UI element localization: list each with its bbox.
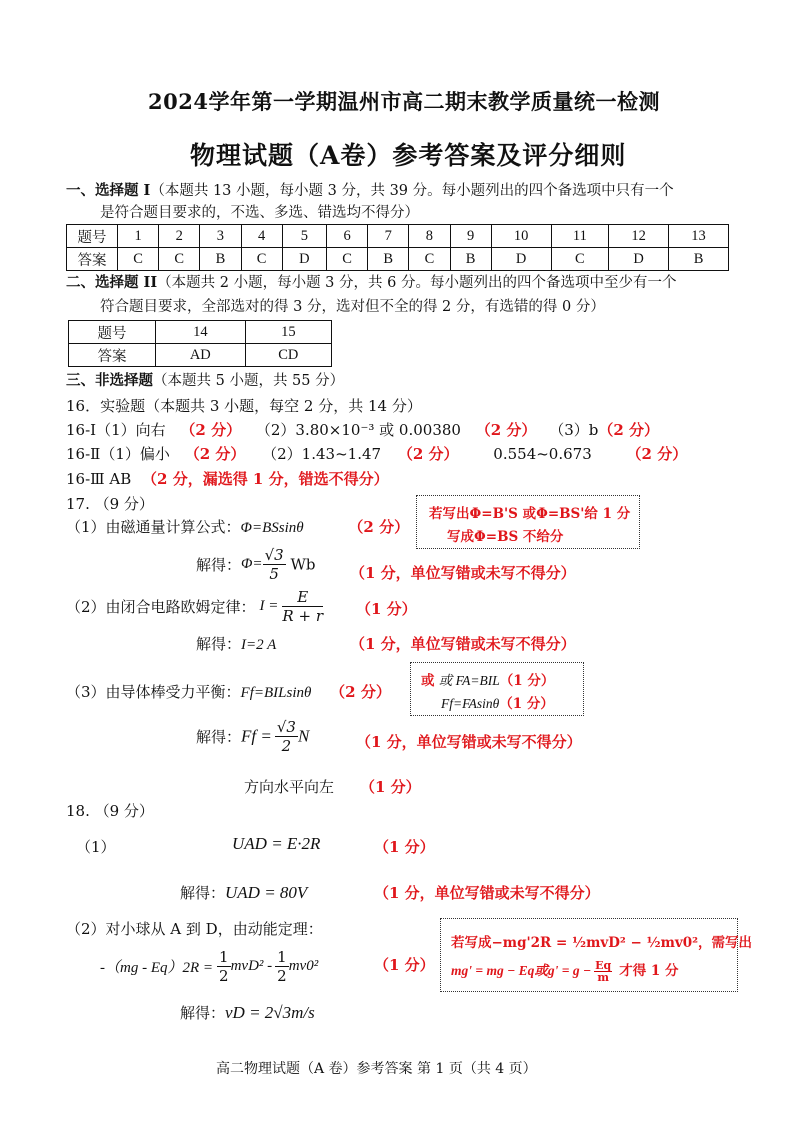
table-cell: 7 bbox=[368, 225, 409, 248]
q17-2-text: （2）由闭合电路欧姆定律： bbox=[66, 598, 256, 616]
velocity-result: vD = 2√3m/s bbox=[225, 1003, 315, 1022]
exam-title: 2024学年第一学期温州市高二期末教学质量统一检测 bbox=[148, 89, 660, 114]
note-formula: mg' = mg − Eq或g' = g − bbox=[451, 963, 592, 978]
q16-part2 bbox=[66, 443, 687, 464]
numerator: Eq bbox=[595, 959, 612, 972]
denominator: R + r bbox=[282, 607, 323, 625]
table-cell: 2 bbox=[159, 225, 200, 248]
section1-rule: （本题共 13 小题，每小题 3 分，共 39 分。每小题列出的四个备选项中只有一个 bbox=[150, 183, 674, 199]
section3-heading: 三、非选择题 bbox=[66, 372, 153, 389]
q17-1-text: （1）由磁通量计算公式： bbox=[66, 518, 241, 536]
section1-instructions bbox=[66, 180, 674, 202]
q18-1-result bbox=[180, 882, 307, 903]
score-label: （2 分） bbox=[598, 421, 660, 439]
mcq2-answer-table bbox=[68, 320, 332, 367]
q16-2-answer-a: 16-Ⅱ（1）偏小 bbox=[66, 445, 170, 463]
table-cell: C bbox=[159, 248, 200, 271]
section2-rule-line2: 符合题目要求，全部选对的得 3 分，选对但不全的得 2 分，有选错的得 0 分） bbox=[100, 299, 605, 315]
table-row bbox=[67, 225, 729, 248]
table-cell: C bbox=[118, 248, 159, 271]
force-formula: 或 FA=BIL bbox=[438, 673, 500, 688]
solve-label: 解得： bbox=[180, 884, 226, 902]
solve-label: 解得： bbox=[196, 635, 242, 653]
table-cell: B bbox=[450, 248, 491, 271]
table-cell: C bbox=[409, 248, 450, 271]
score-label: （2 分） bbox=[348, 518, 410, 536]
q17-3-formula: Ff=BILsinθ bbox=[240, 685, 312, 701]
denominator: 2 bbox=[219, 967, 229, 985]
table-cell: 8 bbox=[409, 225, 450, 248]
table-cell: 3 bbox=[200, 225, 241, 248]
section1-heading: 一、选择题 I bbox=[66, 182, 151, 199]
q17-step3 bbox=[66, 681, 391, 702]
table-cell: B bbox=[368, 248, 409, 271]
score-label: （1 分，单位写错或未写不得分） bbox=[356, 733, 582, 751]
table-cell: C bbox=[551, 248, 609, 271]
score-label: （1 分，单位写错或未写不得分） bbox=[374, 884, 600, 902]
friction-formula: Ff=FAsinθ bbox=[441, 696, 500, 711]
table-cell: 6 bbox=[327, 225, 368, 248]
q18-2-text: （2）对小球从 A 到 D，由动能定理： bbox=[66, 920, 323, 938]
score-label: （2 分，漏选得 1 分，错选不得分） bbox=[142, 470, 389, 488]
q16-1-answer-a: 16-Ⅰ（1）向右 bbox=[66, 421, 166, 439]
q18-heading: 18. （9 分） bbox=[66, 802, 154, 820]
note-line bbox=[441, 692, 554, 712]
denominator: 5 bbox=[269, 565, 279, 583]
formula-v0-term: mv0² bbox=[288, 958, 319, 974]
formula-vd-term: mvD² - bbox=[230, 958, 273, 974]
table-cell: B bbox=[669, 248, 729, 271]
solve-label: 解得： bbox=[196, 728, 242, 746]
table-cell: 15 bbox=[245, 321, 331, 344]
table-cell: D bbox=[491, 248, 551, 271]
friction-symbol: Ff = bbox=[241, 726, 272, 746]
denominator: 2 bbox=[281, 737, 292, 755]
q16-1-answer-b: （2）3.80×10⁻³ 或 0.00380 bbox=[255, 421, 461, 439]
table-cell: 11 bbox=[551, 225, 609, 248]
score-label: （2 分） bbox=[180, 421, 242, 439]
note-line: 写成Φ=BS 不给分 bbox=[447, 529, 564, 545]
score-label: （1 分，单位写错或未写不得分） bbox=[350, 635, 576, 653]
fraction bbox=[217, 948, 231, 985]
q17-heading: 17. （9 分） bbox=[66, 495, 154, 513]
numerator: 1 bbox=[219, 948, 229, 966]
numerator: √3 bbox=[264, 546, 284, 564]
q17-2-lhs: I = bbox=[259, 598, 279, 614]
table-cell: 10 bbox=[491, 225, 551, 248]
q16-3-answer: 16-Ⅲ AB bbox=[66, 470, 132, 488]
score-label: （1 分） bbox=[374, 838, 435, 856]
table-cell: D bbox=[609, 248, 669, 271]
score-label: （2 分） bbox=[330, 683, 391, 701]
section3-rule: （本题共 5 小题，共 55 分） bbox=[153, 373, 345, 389]
section1-rule-line2: 是符合题目要求的，不选、多选、错选均不得分） bbox=[100, 205, 419, 221]
q17-1-formula: Φ=BSsinθ bbox=[240, 520, 304, 536]
table-cell: 题号 bbox=[67, 225, 118, 248]
q17-2-result bbox=[196, 633, 276, 654]
q16-1-answer-c: （3）b bbox=[549, 421, 599, 439]
fraction bbox=[282, 588, 323, 625]
numerator: 1 bbox=[277, 948, 287, 966]
table-cell: 4 bbox=[241, 225, 282, 248]
numerator: √3 bbox=[276, 718, 296, 736]
table-cell: D bbox=[282, 248, 326, 271]
unit: N bbox=[297, 726, 310, 746]
mcq1-answer-table bbox=[66, 224, 729, 271]
score-label: （2 分） bbox=[626, 445, 688, 463]
table-cell: 9 bbox=[450, 225, 491, 248]
q16-part1 bbox=[66, 419, 659, 440]
table-row bbox=[69, 321, 332, 344]
denominator: 2 bbox=[277, 967, 287, 985]
q18-1-label: （1） bbox=[76, 838, 116, 856]
q17-3-text: （3）由导体棒受力平衡： bbox=[66, 683, 241, 701]
q18-2-result bbox=[180, 1002, 315, 1023]
score-label: （2 分） bbox=[397, 445, 459, 463]
q17-1-result bbox=[196, 546, 315, 583]
solve-label: 解得： bbox=[180, 1004, 226, 1022]
q18-1-formula: UAD = E·2R bbox=[232, 834, 321, 853]
note-tail: 才得 1 分 bbox=[619, 963, 679, 979]
table-cell: CD bbox=[245, 344, 331, 367]
note-box bbox=[410, 662, 584, 716]
section2-instructions bbox=[66, 272, 676, 294]
score-label: （1 分） bbox=[356, 600, 417, 618]
q17-3-direction: 方向水平向左 bbox=[244, 778, 335, 796]
note-box bbox=[416, 495, 640, 549]
note-line bbox=[451, 959, 679, 983]
formula-left: -（mg - Eq）2R = bbox=[100, 960, 214, 976]
section2-heading: 二、选择题 II bbox=[66, 274, 158, 291]
score-label: （1 分） bbox=[374, 956, 435, 974]
score-label: （1 分） bbox=[499, 696, 554, 712]
score-label: （2 分） bbox=[475, 421, 537, 439]
page-footer: 高二物理试题（A 卷）参考答案 第 1 页（共 4 页） bbox=[216, 1061, 537, 1077]
fraction bbox=[275, 948, 289, 985]
score-label: （1 分，单位写错或未写不得分） bbox=[350, 564, 576, 582]
table-cell: 12 bbox=[609, 225, 669, 248]
voltage-result: UAD = 80V bbox=[225, 883, 308, 902]
solve-label: 解得： bbox=[196, 556, 242, 574]
current-result: I=2 A bbox=[241, 637, 277, 653]
table-row bbox=[69, 344, 332, 367]
section2-rule: （本题共 2 小题，每小题 3 分，共 6 分。每小题列出的四个备选项中至少有一个 bbox=[157, 275, 677, 291]
table-cell: 答案 bbox=[67, 248, 118, 271]
note-line: 若写成−mg'2R = ½mvD² − ½mv0²，需写出 bbox=[451, 935, 753, 951]
table-cell: B bbox=[200, 248, 241, 271]
q18-2-formula bbox=[100, 948, 318, 985]
answer-key-title: 物理试题（A卷）参考答案及评分细则 bbox=[190, 141, 627, 170]
table-cell: 答案 bbox=[69, 344, 156, 367]
table-row bbox=[67, 248, 729, 271]
q17-3-result bbox=[196, 718, 309, 755]
q16-heading: 16．实验题（本题共 3 小题，每空 2 分，共 14 分） bbox=[66, 397, 422, 415]
table-cell: 题号 bbox=[69, 321, 156, 344]
fraction bbox=[263, 546, 286, 583]
table-cell: 13 bbox=[669, 225, 729, 248]
table-cell: 1 bbox=[118, 225, 159, 248]
note-box bbox=[440, 918, 753, 992]
table-cell: C bbox=[327, 248, 368, 271]
table-cell: 14 bbox=[156, 321, 246, 344]
q17-step1 bbox=[66, 516, 409, 537]
numerator: E bbox=[282, 588, 323, 607]
score-label: （1 分） bbox=[499, 673, 555, 689]
table-cell: C bbox=[241, 248, 282, 271]
table-cell: 5 bbox=[282, 225, 326, 248]
score-label: （1 分） bbox=[360, 778, 421, 796]
note-line: 若写出Φ=B'S 或Φ=BS'给 1 分 bbox=[429, 506, 631, 522]
denominator: m bbox=[597, 971, 609, 984]
phi-symbol: Φ= bbox=[241, 556, 263, 572]
fraction bbox=[275, 718, 298, 755]
table-cell: AD bbox=[156, 344, 246, 367]
q17-step2 bbox=[66, 588, 323, 625]
note-line: 或 或 FA=BIL（1 分） bbox=[421, 673, 555, 689]
unit: Wb bbox=[285, 555, 316, 574]
q16-2-answer-c: 0.554~0.673 bbox=[493, 445, 592, 463]
section3-heading-line bbox=[66, 370, 344, 392]
fraction bbox=[594, 960, 612, 983]
score-label: （2 分） bbox=[184, 445, 246, 463]
q16-2-answer-b: （2）1.43~1.47 bbox=[262, 445, 382, 463]
q16-part3 bbox=[66, 468, 389, 489]
